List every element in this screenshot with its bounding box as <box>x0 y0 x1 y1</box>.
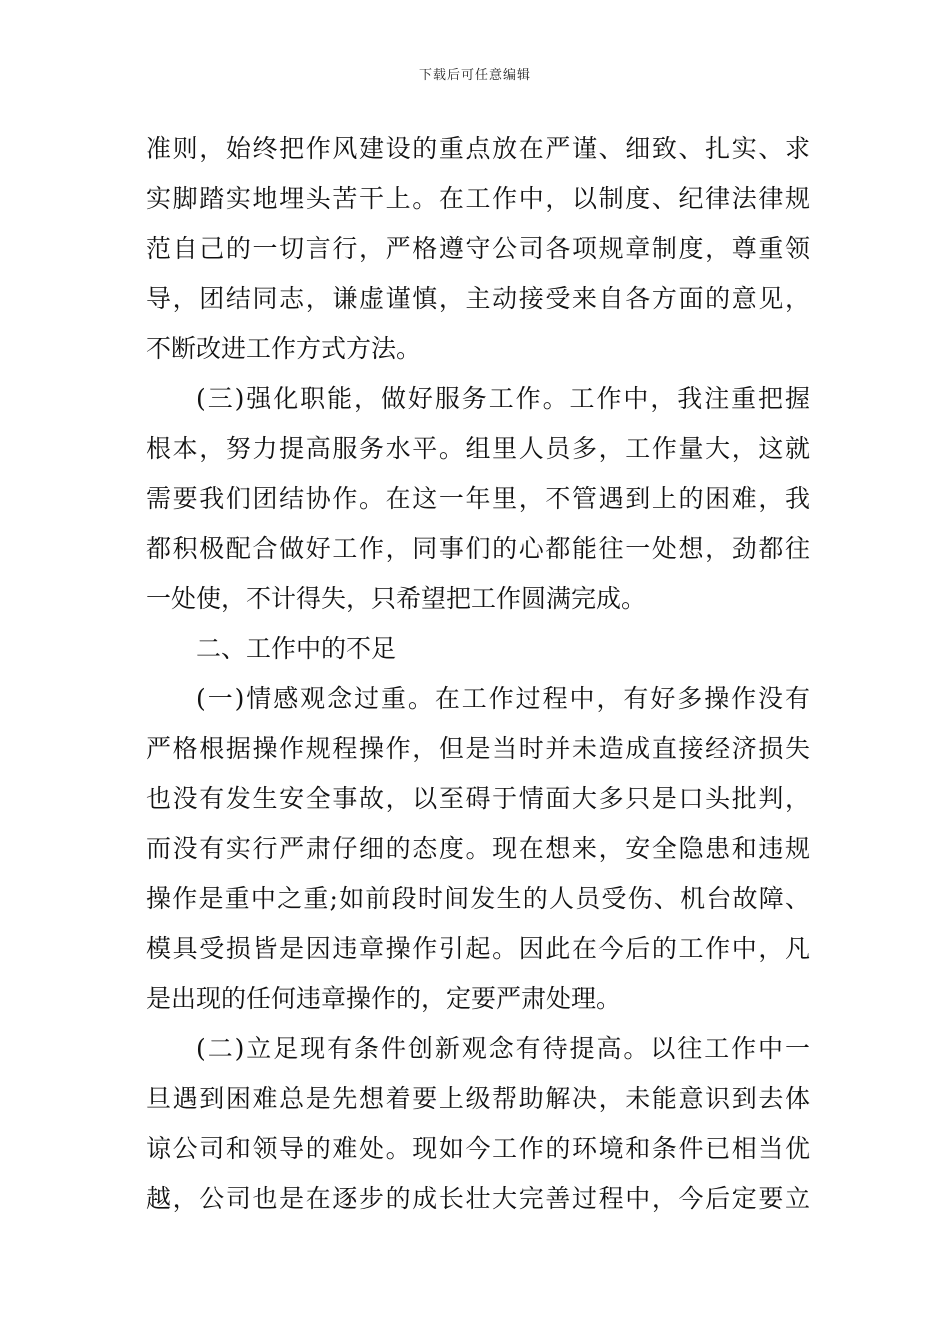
text-line-22: 越，公司也是在逐步的成长壮大完善过程中，今后定要立 <box>146 1184 810 1213</box>
text-line-7: 根本，努力提高服务水平。组里人员多，工作量大，这就 <box>146 434 810 463</box>
text-line-5: 不断改进工作方式方法。 <box>146 334 422 363</box>
text-line-1: 准则，始终把作风建设的重点放在严谨、细致、扎实、求 <box>146 134 810 163</box>
text-line-15: 而没有实行严肃仔细的态度。现在想来，安全隐患和违规 <box>146 834 810 863</box>
text-line-4: 导，团结同志，谦虚谨慎，主动接受来自各方面的意见， <box>146 284 810 313</box>
text-line-2: 实脚踏实地埋头苦干上。在工作中，以制度、纪律法律规 <box>146 184 810 213</box>
text-line-18: 是出现的任何违章操作的，定要严肃处理。 <box>146 984 622 1013</box>
section-heading: 二、工作中的不足 <box>196 634 397 663</box>
document-body <box>146 124 810 1224</box>
text-line-21: 谅公司和领导的难处。现如今工作的环境和条件已相当优 <box>146 1134 810 1163</box>
text-line-20: 旦遇到困难总是先想着要上级帮助解决，未能意识到去体 <box>146 1084 810 1113</box>
text-line-8: 需要我们团结协作。在这一年里，不管遇到上的困难，我 <box>146 484 810 513</box>
text-line-13: 严格根据操作规程操作，但是当时并未造成直接经济损失 <box>146 734 810 763</box>
text-line-3: 范自己的一切言行，严格遵守公司各项规章制度，尊重领 <box>146 234 810 263</box>
text-line-9: 都积极配合做好工作，同事们的心都能往一处想，劲都往 <box>146 534 810 563</box>
text-line-14: 也没有发生安全事故，以至碍于情面大多只是口头批判， <box>146 784 810 813</box>
text-line-10: 一处使，不计得失，只希望把工作圆满完成。 <box>146 584 647 613</box>
text-line-16: 操作是重中之重;如前段时间发生的人员受伤、机台故障、 <box>146 884 810 913</box>
text-line-12: (一)情感观念过重。在工作过程中，有好多操作没有 <box>196 684 810 713</box>
text-line-19: (二)立足现有条件创新观念有待提高。以往工作中一 <box>196 1034 810 1063</box>
page-header-note: 下载后可任意编辑 <box>418 68 531 83</box>
text-line-6: (三)强化职能，做好服务工作。工作中，我注重把握 <box>196 384 810 413</box>
text-line-17: 模具受损皆是因违章操作引起。因此在今后的工作中，凡 <box>146 934 810 963</box>
